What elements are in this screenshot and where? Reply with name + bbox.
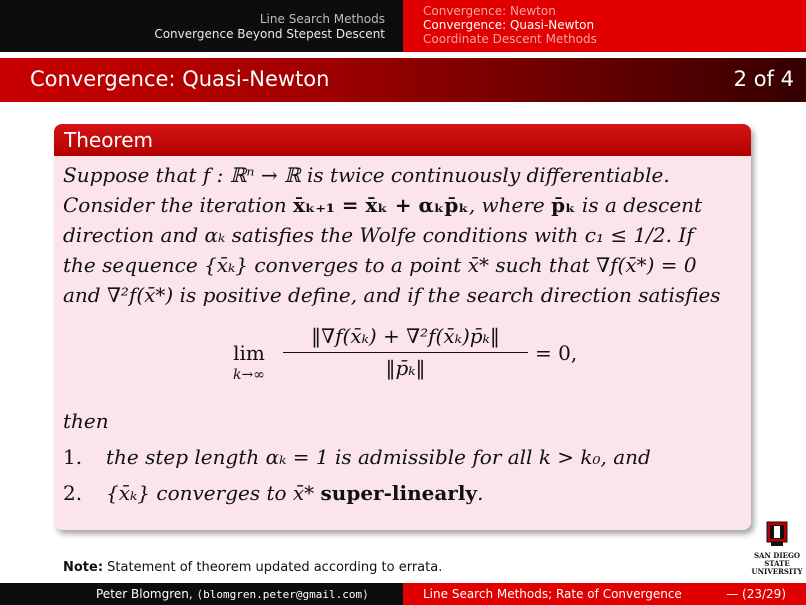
theorem-line-2: Consider the iteration x̄ₖ₊₁ = x̄ₖ + αₖp̄ₖ, where p̄ₖ is a descent xyxy=(63,193,703,217)
header-section[interactable]: Line Search Methods xyxy=(259,12,385,26)
sdsu-emblem-icon xyxy=(765,520,789,548)
limit-fraction xyxy=(283,322,528,383)
beamer-footer xyxy=(0,583,806,605)
nav-convergence-quasi-newton[interactable]: Convergence: Quasi-Newton xyxy=(423,18,595,32)
header-subsection[interactable]: Convergence Beyond Stepest Descent xyxy=(154,27,385,41)
theorem-block xyxy=(54,124,751,530)
sdsu-logo xyxy=(748,520,806,576)
frame-title: Convergence: Quasi-Newton xyxy=(30,67,330,91)
nav-coordinate-descent[interactable]: Coordinate Descent Methods xyxy=(423,32,597,46)
limit-operator: lim k→∞ xyxy=(233,341,265,383)
theorem-line-3: direction and αₖ satisfies the Wolfe conditions with c₁ ≤ 1/2. If xyxy=(63,223,694,247)
header-nav xyxy=(403,0,806,52)
frame-title-bar xyxy=(0,58,806,102)
footer-page-number: — (23/29) xyxy=(726,587,786,601)
note-label: Note: xyxy=(63,560,104,575)
theorem-line-5: and ∇²f(x̄*) is positive define, and if the search direction satisfies xyxy=(63,283,721,307)
nav-convergence-newton[interactable]: Convergence: Newton xyxy=(423,4,556,18)
conclusion-item-2: 2. {x̄ₖ} converges to x̄* super-linearly. xyxy=(63,481,484,505)
limit-subscript: k→∞ xyxy=(233,367,265,383)
header-section-area xyxy=(0,0,403,52)
beamer-header xyxy=(0,0,806,52)
logo-line-2: UNIVERSITY xyxy=(751,567,803,576)
theorem-line-4: the sequence {x̄ₖ} converges to a point x̄* such that ∇f(x̄*) = 0 xyxy=(63,253,697,277)
theorem-title: Theorem xyxy=(54,124,751,156)
footer-email: ⟨blomgren.peter@gmail.com⟩ xyxy=(196,588,369,601)
limit-equation xyxy=(63,316,743,406)
footer-author: Peter Blomgren, ⟨blomgren.peter@gmail.com⟩ xyxy=(0,583,403,605)
fraction-numerator: ‖∇f(x̄ₖ) + ∇²f(x̄ₖ)p̄ₖ‖ xyxy=(283,322,528,353)
footer-topic[interactable]: Line Search Methods; Rate of Convergence xyxy=(423,587,682,601)
errata-note xyxy=(63,560,442,575)
theorem-then: then xyxy=(63,409,109,433)
theorem-body xyxy=(54,156,751,508)
equation-rhs: = 0, xyxy=(535,341,578,365)
conclusion-item-1: 1. the step length αₖ = 1 is admissible for all k > k₀, and xyxy=(63,445,651,469)
frame-counter: 2 of 4 xyxy=(733,67,794,91)
fraction-denominator: ‖p̄ₖ‖ xyxy=(385,356,426,380)
logo-line-1: SAN DIEGO STATE xyxy=(753,551,801,568)
note-text: Statement of theorem updated according to errata. xyxy=(103,560,443,575)
footer-topic-area xyxy=(403,583,806,605)
theorem-line-1: Suppose that f : ℝⁿ → ℝ is twice continuously differentiable. xyxy=(63,163,670,187)
